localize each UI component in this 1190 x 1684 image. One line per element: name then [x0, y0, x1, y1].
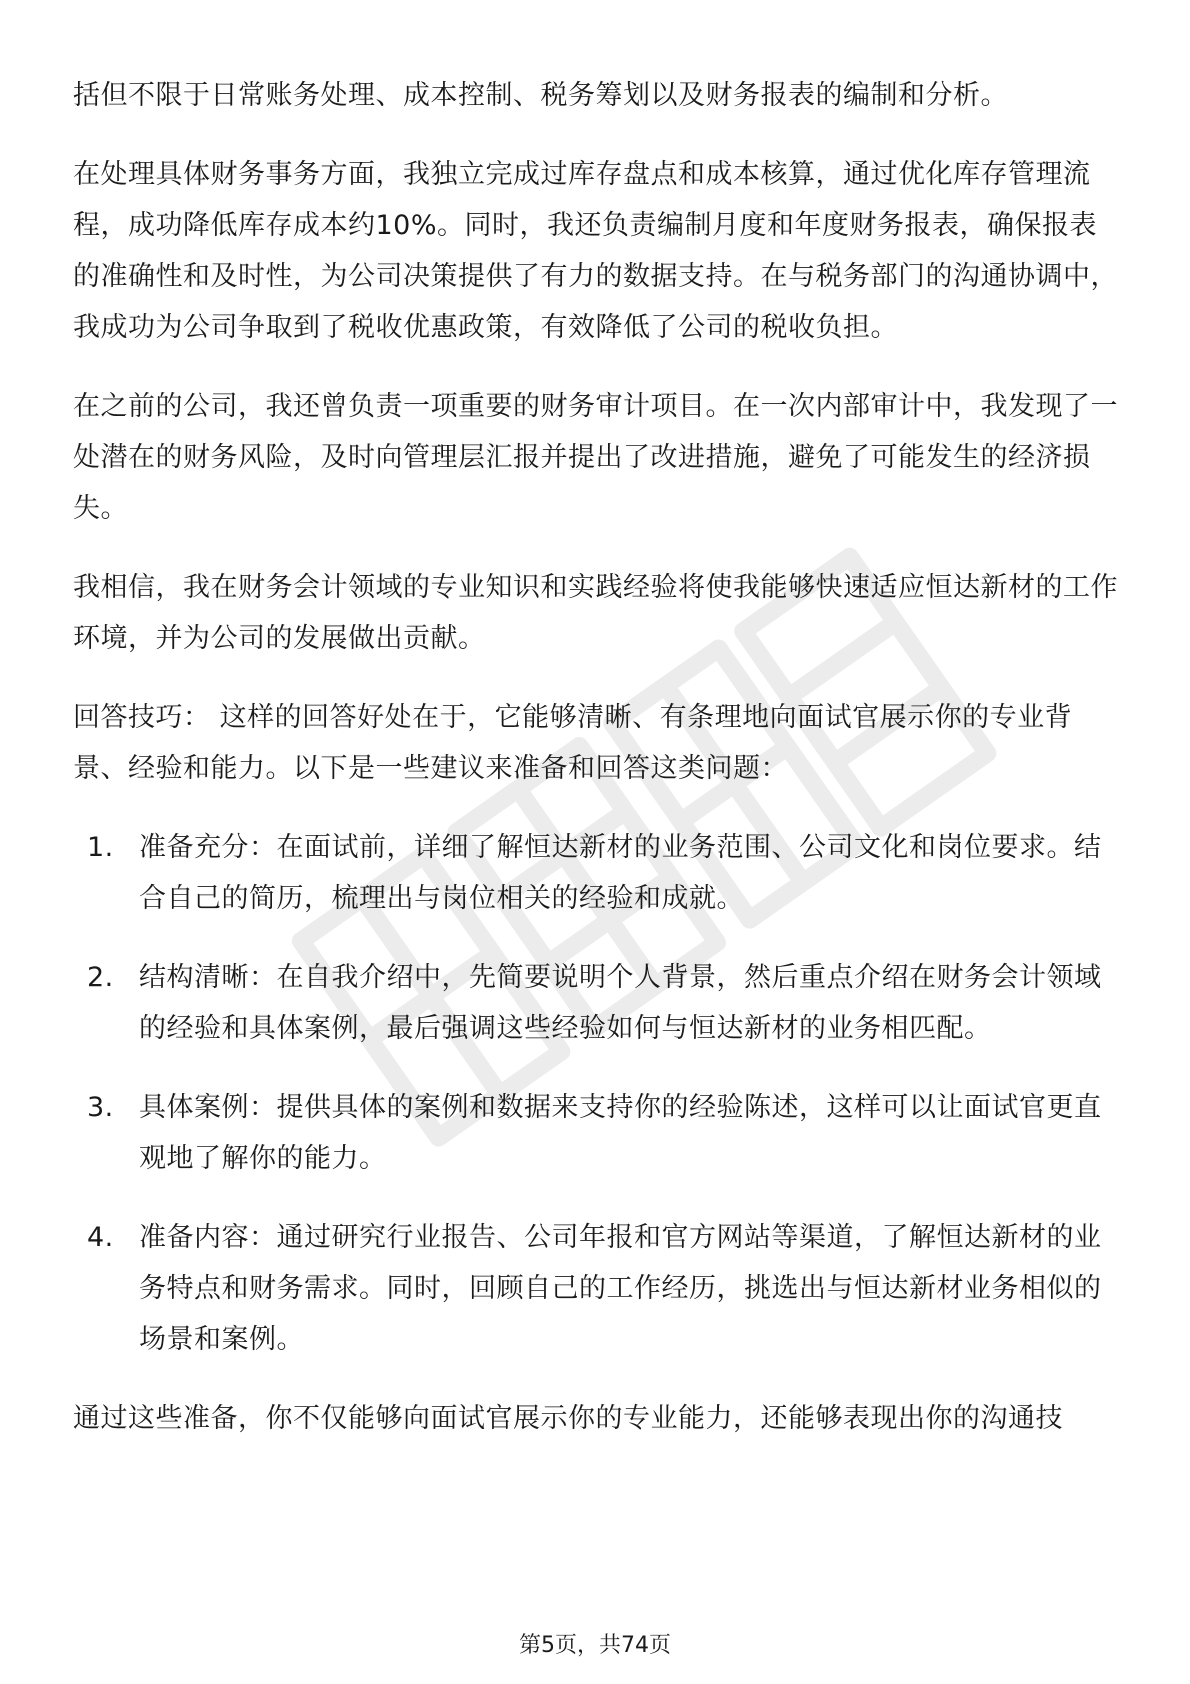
page-number: 第5页，共74页 — [519, 1633, 671, 1658]
answer-tips-paragraph: 回答技巧： 这样的回答好处在于，它能够清晰、有条理地向面试官展示你的专业背景、经验和能力。以下是一些建议来准备和回答这类问题： — [73, 702, 1073, 784]
list-item-number: 4. — [87, 1222, 114, 1253]
paragraph: 在处理具体财务事务方面，我独立完成过库存盘点和成本核算，通过优化库存管理流程，成功降低库存成本约10%。同时，我还负责编制月度和年度财务报表，确保报表的准确性和及时性，为公司决策提供了有力的数据支持。在与税务部门的沟通协调中，我成功为公司争取到了税收优惠政策，有效降低了公司的税收负担。 — [73, 159, 1118, 343]
document-body — [73, 70, 1118, 1472]
list-item — [87, 822, 1118, 924]
list-item-text: 具体案例：提供具体的案例和数据来支持你的经验陈述，这样可以让面试官更直观地了解你的能力。 — [139, 1092, 1102, 1174]
list-item — [87, 952, 1118, 1054]
paragraph: 括但不限于日常账务处理、成本控制、税务筹划以及财务报表的编制和分析。 — [73, 80, 1008, 111]
tips-list — [73, 822, 1118, 1365]
list-item-number: 3. — [87, 1092, 114, 1123]
list-item-text: 准备充分：在面试前，详细了解恒达新材的业务范围、公司文化和岗位要求。结合自己的简历，梳理出与岗位相关的经验和成就。 — [139, 832, 1102, 914]
list-item-text: 准备内容：通过研究行业报告、公司年报和官方网站等渠道，了解恒达新材的业务特点和财务需求。同时，回顾自己的工作经历，挑选出与恒达新材业务相似的场景和案例。 — [139, 1222, 1102, 1355]
list-item-text: 结构清晰：在自我介绍中，先简要说明个人背景，然后重点介绍在财务会计领域的经验和具体案例，最后强调这些经验如何与恒达新材的业务相匹配。 — [139, 962, 1102, 1044]
list-item — [87, 1212, 1118, 1365]
list-item-number: 1. — [87, 832, 114, 863]
paragraph: 通过这些准备，你不仅能够向面试官展示你的专业能力，还能够表现出你的沟通技 — [73, 1403, 1063, 1434]
paragraph: 我相信，我在财务会计领域的专业知识和实践经验将使我能够快速适应恒达新材的工作环境，并为公司的发展做出贡献。 — [73, 572, 1118, 654]
list-item — [87, 1082, 1118, 1184]
list-item-number: 2. — [87, 962, 114, 993]
paragraph: 在之前的公司，我还曾负责一项重要的财务审计项目。在一次内部审计中，我发现了一处潜在的财务风险，及时向管理层汇报并提出了改进措施，避免了可能发生的经济损失。 — [73, 391, 1118, 524]
